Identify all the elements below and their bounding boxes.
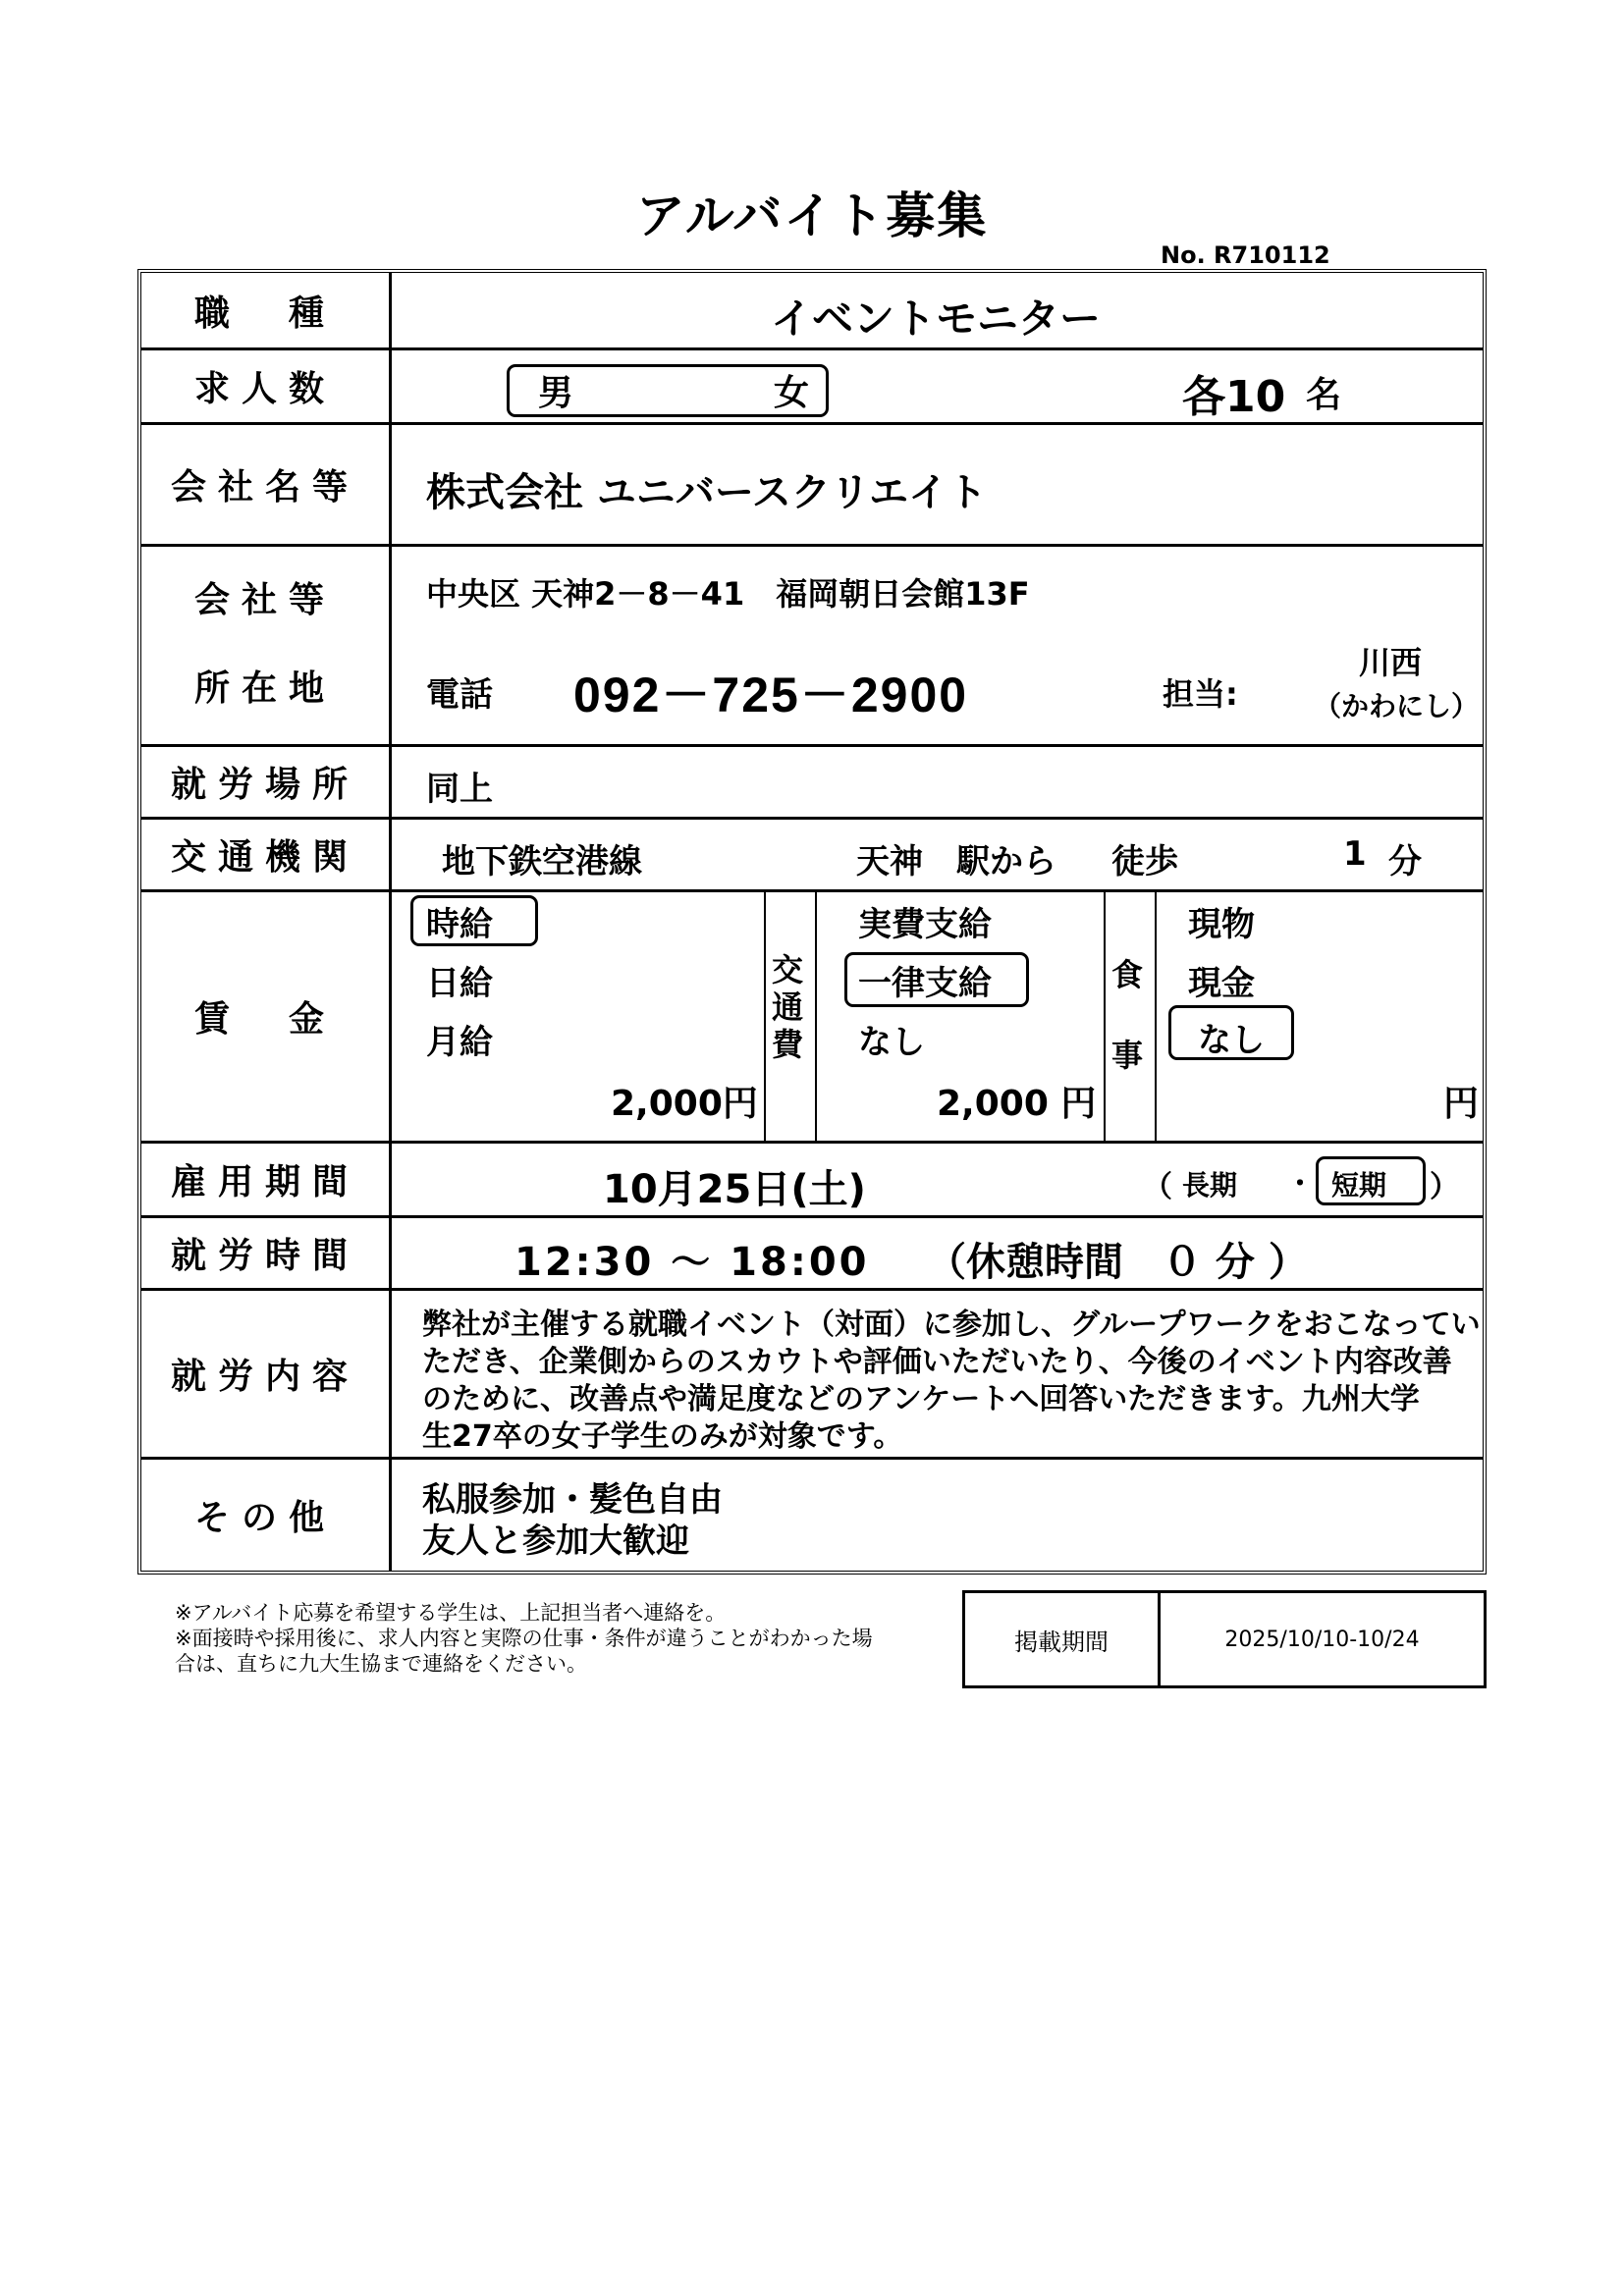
headcount-count: 各10 — [1182, 372, 1286, 422]
content-line-4: 生27卒の女子学生のみが対象です。 — [422, 1419, 903, 1454]
posting-period-label: 掲載期間 — [965, 1593, 1161, 1685]
hours-break: （休憩時間 ０ 分 ） — [927, 1240, 1308, 1285]
label-other: その他 — [193, 1497, 336, 1538]
address-line: 中央区 天神2－8－41 福岡朝日会館13F — [426, 575, 1030, 613]
content-line-1: 弊社が主催する就職イベント（対面）に参加し、グループワークをおこなってい — [422, 1308, 1481, 1342]
transport-fee-label-1: 交 — [772, 951, 804, 988]
footer-note-3: 合は、直ちに九大生協まで連絡をください。 — [175, 1652, 587, 1676]
meal-type-none: なし — [1198, 1021, 1265, 1060]
wage-amount: 2,000円 — [611, 1084, 758, 1124]
transport-amount: 2,000 円 — [937, 1084, 1097, 1124]
transport-minutes: 1 — [1343, 834, 1367, 874]
posting-period-box — [962, 1590, 1487, 1688]
transport-type-none: なし — [858, 1023, 925, 1062]
label-workplace: 就労場所 — [170, 764, 359, 805]
row-divider — [141, 544, 1483, 547]
label-hours: 就労時間 — [170, 1235, 359, 1276]
period-dot: ・ — [1286, 1167, 1315, 1200]
label-address-2: 所在地 — [193, 667, 336, 709]
transport-walk: 徒歩 — [1111, 842, 1178, 881]
page-title: アルバイト募集 — [635, 187, 989, 244]
workplace-value: 同上 — [426, 770, 493, 809]
content-line-2: ただき、企業側からのスカウトや評価いただいたり、今後のイベント内容改善 — [422, 1345, 1452, 1379]
gender-male: 男 — [538, 373, 574, 413]
label-company: 会社名等 — [170, 466, 359, 507]
footer-note-2: ※面接時や採用後に、求人内容と実際の仕事・条件が違うことがわかった場 — [175, 1627, 873, 1650]
period-close: ） — [1430, 1170, 1459, 1204]
wage-divider — [764, 891, 766, 1141]
document-number: No. R710112 — [1161, 241, 1330, 269]
job-form-table — [137, 269, 1487, 1575]
label-transport: 交通機関 — [170, 836, 359, 878]
label-column-divider — [389, 273, 392, 1571]
wage-type-monthly: 月給 — [426, 1023, 493, 1062]
wage-type-daily: 日給 — [426, 964, 493, 1003]
label-period: 雇用期間 — [170, 1161, 359, 1202]
transport-type-flat: 一律支給 — [858, 964, 992, 1003]
job-type-value: イベントモニター — [770, 294, 1101, 343]
transport-type-actual: 実費支給 — [858, 905, 992, 944]
posting-period-value: 2025/10/10-10/24 — [1224, 1627, 1420, 1652]
label-address-1: 会社等 — [193, 579, 336, 620]
meal-type-goods: 現物 — [1188, 905, 1255, 944]
wage-divider — [1104, 891, 1106, 1141]
hours-time: 12:30 ～ 18:00 — [514, 1240, 870, 1285]
wage-divider — [1155, 891, 1157, 1141]
footer-note-1: ※アルバイト応募を希望する学生は、上記担当者へ連絡を。 — [175, 1601, 727, 1625]
footer-notes — [175, 1600, 873, 1677]
period-short: 短期 — [1331, 1169, 1387, 1201]
meal-label-1: 食 — [1111, 956, 1144, 993]
meal-type-cash: 現金 — [1188, 964, 1255, 1003]
company-name: 株式会社 ユニバースクリエイト — [426, 470, 988, 515]
transport-fee-label-2: 通 — [772, 988, 804, 1026]
contact-label: 担当: — [1163, 675, 1238, 713]
meal-amount-unit: 円 — [1443, 1084, 1480, 1124]
phone-number: 092－725－2900 — [573, 667, 969, 722]
label-wage: 賃 金 — [193, 998, 336, 1040]
period-date: 10月25日(土) — [603, 1167, 866, 1212]
contact-name: 川西 — [1359, 644, 1423, 681]
other-line-1: 私服参加・髪色自由 — [422, 1480, 723, 1520]
phone-label: 電話 — [426, 675, 493, 715]
other-line-2: 友人と参加大歓迎 — [422, 1522, 689, 1561]
period-long: 長期 — [1182, 1169, 1238, 1201]
transport-line: 地下鉄空港線 — [442, 842, 642, 881]
wage-type-hourly: 時給 — [426, 905, 493, 944]
label-headcount: 求人数 — [193, 368, 336, 409]
contact-kana: （かわにし） — [1314, 690, 1480, 722]
transport-fee-label-3: 費 — [772, 1026, 804, 1063]
headcount-unit: 名 — [1306, 375, 1342, 415]
transport-station: 天神 駅から — [856, 842, 1056, 881]
wage-divider — [815, 891, 817, 1141]
content-line-3: のために、改善点や満足度などのアンケートへ回答いただきます。九州大学 — [422, 1382, 1420, 1416]
transport-unit: 分 — [1388, 842, 1422, 881]
period-open: （ — [1143, 1170, 1172, 1204]
label-job-type: 職 種 — [193, 293, 336, 334]
label-content: 就労内容 — [170, 1356, 359, 1397]
gender-female: 女 — [774, 373, 810, 413]
meal-label-2: 事 — [1111, 1037, 1144, 1074]
